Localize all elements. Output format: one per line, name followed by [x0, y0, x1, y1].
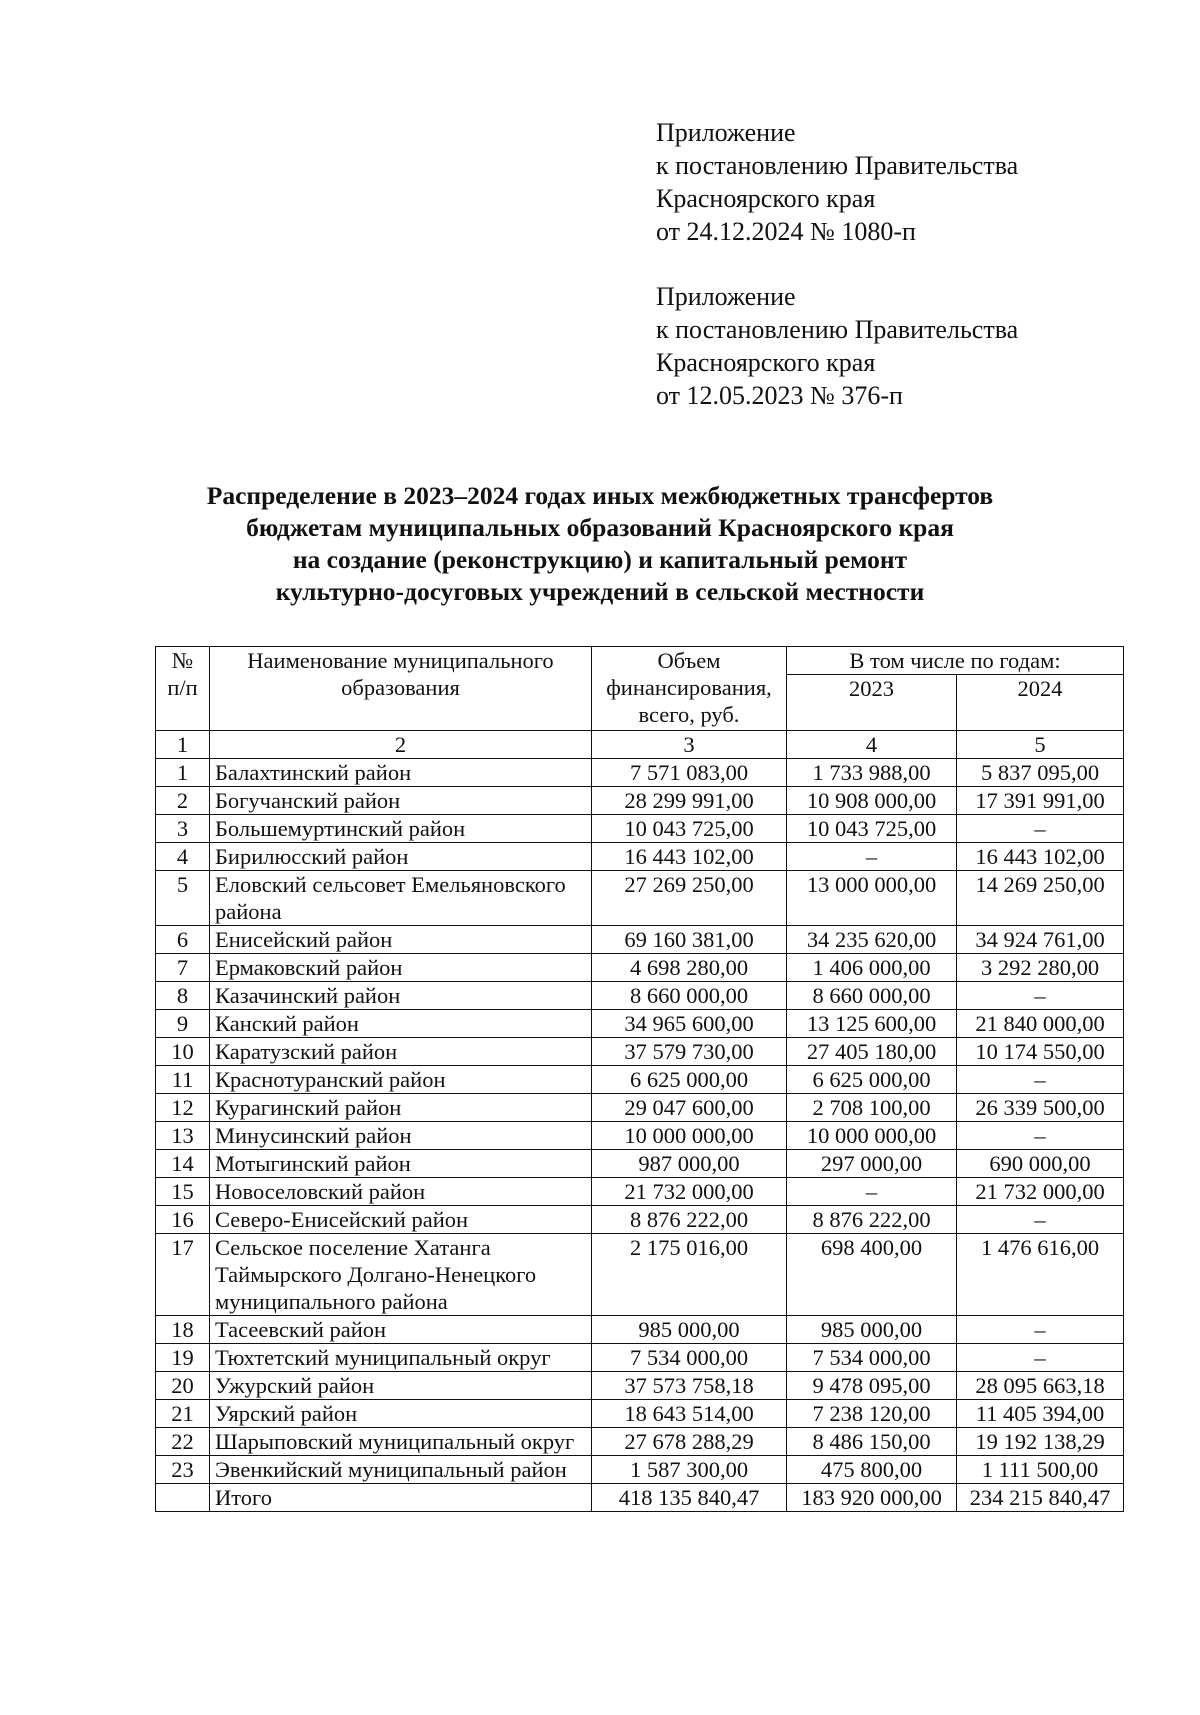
row-number: 12 [156, 1094, 210, 1122]
municipality-name: Тюхтетский муниципальный округ [210, 1344, 592, 1372]
amount-2023: 8 486 150,00 [787, 1428, 957, 1456]
table-row [156, 1178, 1124, 1206]
table-row [156, 871, 1124, 926]
total-amount: 1 587 300,00 [592, 1456, 787, 1484]
table-row [156, 1344, 1124, 1372]
amount-2024: – [957, 1122, 1124, 1150]
amount-2024: 26 339 500,00 [957, 1094, 1124, 1122]
header-year-2024: 2024 [957, 675, 1124, 731]
total-amount: 6 625 000,00 [592, 1066, 787, 1094]
amount-2024: 34 924 761,00 [957, 926, 1124, 954]
appendix-region: Красноярского края [656, 184, 876, 213]
amount-2024: 1 111 500,00 [957, 1456, 1124, 1484]
row-number: 22 [156, 1428, 210, 1456]
municipality-name: Казачинский район [210, 982, 592, 1010]
total-amount: 2 175 016,00 [592, 1234, 787, 1316]
amount-2024: 14 269 250,00 [957, 871, 1124, 926]
appendix-current [656, 116, 1018, 248]
header-municipality: Наименование муниципального образования [210, 647, 592, 731]
amount-2023: – [787, 843, 957, 871]
municipality-name: Канский район [210, 1010, 592, 1038]
appendix-date-number: от 12.05.2023 № 376-п [656, 381, 903, 410]
header-year-2023: 2023 [787, 675, 957, 731]
amount-2024: – [957, 1206, 1124, 1234]
header-number: № п/п [156, 647, 210, 731]
amount-2024: – [957, 982, 1124, 1010]
municipality-name: Тасеевский район [210, 1316, 592, 1344]
row-number: 20 [156, 1372, 210, 1400]
municipality-name: Мотыгинский район [210, 1150, 592, 1178]
header-total-financing: Объем финансирования, всего, руб. [592, 647, 787, 731]
row-number: 15 [156, 1178, 210, 1206]
amount-2023: 297 000,00 [787, 1150, 957, 1178]
title-line: Распределение в 2023–2024 годах иных межбюджетных трансфертов [206, 481, 994, 510]
table-row [156, 787, 1124, 815]
amount-2024: 21 840 000,00 [957, 1010, 1124, 1038]
amount-2024: 11 405 394,00 [957, 1400, 1124, 1428]
row-number: 10 [156, 1038, 210, 1066]
municipality-name: Сельское поселение Хатанга Таймырского Долгано-Ненецкого муниципального района [210, 1234, 592, 1316]
appendix-date-number: от 24.12.2024 № 1080-п [656, 217, 916, 246]
row-number: 3 [156, 815, 210, 843]
total-amount: 29 047 600,00 [592, 1094, 787, 1122]
amount-2023: 1 406 000,00 [787, 954, 957, 982]
municipality-name: Уярский район [210, 1400, 592, 1428]
row-number [156, 1484, 210, 1512]
amount-2024: 28 095 663,18 [957, 1372, 1124, 1400]
total-amount: 8 876 222,00 [592, 1206, 787, 1234]
appendix-region: Красноярского края [656, 348, 876, 377]
row-number: 5 [156, 871, 210, 926]
column-index: 5 [957, 731, 1124, 759]
amount-2024: 19 192 138,29 [957, 1428, 1124, 1456]
municipality-name: Ермаковский район [210, 954, 592, 982]
municipality-name: Северо-Енисейский район [210, 1206, 592, 1234]
row-number: 18 [156, 1316, 210, 1344]
title-line: культурно-досуговых учреждений в сельской местности [275, 577, 925, 606]
amount-2023: 10 043 725,00 [787, 815, 957, 843]
amount-2023: 7 238 120,00 [787, 1400, 957, 1428]
appendix-decree: к постановлению Правительства [656, 315, 1019, 344]
amount-2023: 985 000,00 [787, 1316, 957, 1344]
amount-2024: 17 391 991,00 [957, 787, 1124, 815]
total-amount: 18 643 514,00 [592, 1400, 787, 1428]
table-row [156, 1150, 1124, 1178]
row-number: 16 [156, 1206, 210, 1234]
municipality-name: Краснотуранский район [210, 1066, 592, 1094]
row-number: 14 [156, 1150, 210, 1178]
table-row [156, 1010, 1124, 1038]
municipality-name: Енисейский район [210, 926, 592, 954]
amount-2023: 6 625 000,00 [787, 1066, 957, 1094]
total-amount: 985 000,00 [592, 1316, 787, 1344]
amount-2023: 475 800,00 [787, 1456, 957, 1484]
amount-2023: 13 125 600,00 [787, 1010, 957, 1038]
total-amount: 987 000,00 [592, 1150, 787, 1178]
table-row [156, 1316, 1124, 1344]
total-amount: 7 571 083,00 [592, 759, 787, 787]
amount-2023: 698 400,00 [787, 1234, 957, 1316]
table-row [156, 1094, 1124, 1122]
row-number: 17 [156, 1234, 210, 1316]
table-row [156, 1234, 1124, 1316]
total-amount: 37 579 730,00 [592, 1038, 787, 1066]
amount-2024: 16 443 102,00 [957, 843, 1124, 871]
municipality-name: Минусинский район [210, 1122, 592, 1150]
municipality-name: Шарыповский муниципальный округ [210, 1428, 592, 1456]
amount-2023: – [787, 1178, 957, 1206]
total-amount: 21 732 000,00 [592, 1178, 787, 1206]
table-row [156, 982, 1124, 1010]
amount-2024: 234 215 840,47 [957, 1484, 1124, 1512]
row-number: 7 [156, 954, 210, 982]
row-number: 4 [156, 843, 210, 871]
total-amount: 37 573 758,18 [592, 1372, 787, 1400]
municipality-name: Еловский сельсовет Емельяновского района [210, 871, 592, 926]
table-row [156, 926, 1124, 954]
row-number: 13 [156, 1122, 210, 1150]
amount-2024: 21 732 000,00 [957, 1178, 1124, 1206]
row-number: 9 [156, 1010, 210, 1038]
row-number: 21 [156, 1400, 210, 1428]
row-number: 1 [156, 759, 210, 787]
row-number: 8 [156, 982, 210, 1010]
municipality-name: Большемуртинский район [210, 815, 592, 843]
distribution-table [155, 646, 1124, 1512]
total-row [156, 1484, 1124, 1512]
table-row [156, 1372, 1124, 1400]
row-number: 11 [156, 1066, 210, 1094]
total-amount: 10 043 725,00 [592, 815, 787, 843]
table-row [156, 1400, 1124, 1428]
amount-2023: 8 876 222,00 [787, 1206, 957, 1234]
column-index: 3 [592, 731, 787, 759]
title-line: бюджетам муниципальных образований Красноярского края [246, 513, 954, 542]
amount-2024: – [957, 1316, 1124, 1344]
amount-2023: 13 000 000,00 [787, 871, 957, 926]
total-amount: 69 160 381,00 [592, 926, 787, 954]
amount-2023: 183 920 000,00 [787, 1484, 957, 1512]
table-row [156, 1456, 1124, 1484]
total-amount: 10 000 000,00 [592, 1122, 787, 1150]
total-amount: 27 678 288,29 [592, 1428, 787, 1456]
document-title [0, 480, 1200, 608]
amount-2024: – [957, 1344, 1124, 1372]
amount-2023: 10 000 000,00 [787, 1122, 957, 1150]
table-row [156, 1428, 1124, 1456]
amount-2024: 10 174 550,00 [957, 1038, 1124, 1066]
appendix-label: Приложение [656, 118, 796, 147]
amount-2023: 1 733 988,00 [787, 759, 957, 787]
total-amount: 34 965 600,00 [592, 1010, 787, 1038]
amount-2024: 5 837 095,00 [957, 759, 1124, 787]
row-number: 23 [156, 1456, 210, 1484]
amount-2023: 9 478 095,00 [787, 1372, 957, 1400]
column-index: 2 [210, 731, 592, 759]
appendix-label: Приложение [656, 282, 796, 311]
table-row [156, 954, 1124, 982]
column-index: 4 [787, 731, 957, 759]
table-row [156, 759, 1124, 787]
row-number: 2 [156, 787, 210, 815]
amount-2023: 2 708 100,00 [787, 1094, 957, 1122]
table-row [156, 843, 1124, 871]
amount-2023: 34 235 620,00 [787, 926, 957, 954]
amount-2024: – [957, 1066, 1124, 1094]
row-number: 19 [156, 1344, 210, 1372]
table-row [156, 1038, 1124, 1066]
total-amount: 16 443 102,00 [592, 843, 787, 871]
appendix-decree: к постановлению Правительства [656, 151, 1019, 180]
amount-2024: 3 292 280,00 [957, 954, 1124, 982]
header-by-years: В том числе по годам: [787, 647, 1124, 675]
amount-2023: 7 534 000,00 [787, 1344, 957, 1372]
title-line: на создание (реконструкцию) и капитальный ремонт [292, 545, 908, 574]
row-number: 6 [156, 926, 210, 954]
table-row [156, 1206, 1124, 1234]
total-amount: 28 299 991,00 [592, 787, 787, 815]
total-amount: 8 660 000,00 [592, 982, 787, 1010]
table-row [156, 815, 1124, 843]
appendix-original [656, 280, 1018, 412]
amount-2023: 8 660 000,00 [787, 982, 957, 1010]
municipality-name: Курагинский район [210, 1094, 592, 1122]
municipality-name: Каратузский район [210, 1038, 592, 1066]
total-amount: 4 698 280,00 [592, 954, 787, 982]
column-index: 1 [156, 731, 210, 759]
municipality-name: Эвенкийский муниципальный район [210, 1456, 592, 1484]
total-amount: 418 135 840,47 [592, 1484, 787, 1512]
municipality-name: Бирилюсский район [210, 843, 592, 871]
municipality-name: Итого [210, 1484, 592, 1512]
amount-2024: 690 000,00 [957, 1150, 1124, 1178]
amount-2023: 27 405 180,00 [787, 1038, 957, 1066]
municipality-name: Новоселовский район [210, 1178, 592, 1206]
table-body [156, 759, 1124, 1512]
total-amount: 27 269 250,00 [592, 871, 787, 926]
municipality-name: Ужурский район [210, 1372, 592, 1400]
table-row [156, 1066, 1124, 1094]
amount-2024: 1 476 616,00 [957, 1234, 1124, 1316]
total-amount: 7 534 000,00 [592, 1344, 787, 1372]
table-row [156, 1122, 1124, 1150]
municipality-name: Балахтинский район [210, 759, 592, 787]
municipality-name: Богучанский район [210, 787, 592, 815]
amount-2023: 10 908 000,00 [787, 787, 957, 815]
amount-2024: – [957, 815, 1124, 843]
